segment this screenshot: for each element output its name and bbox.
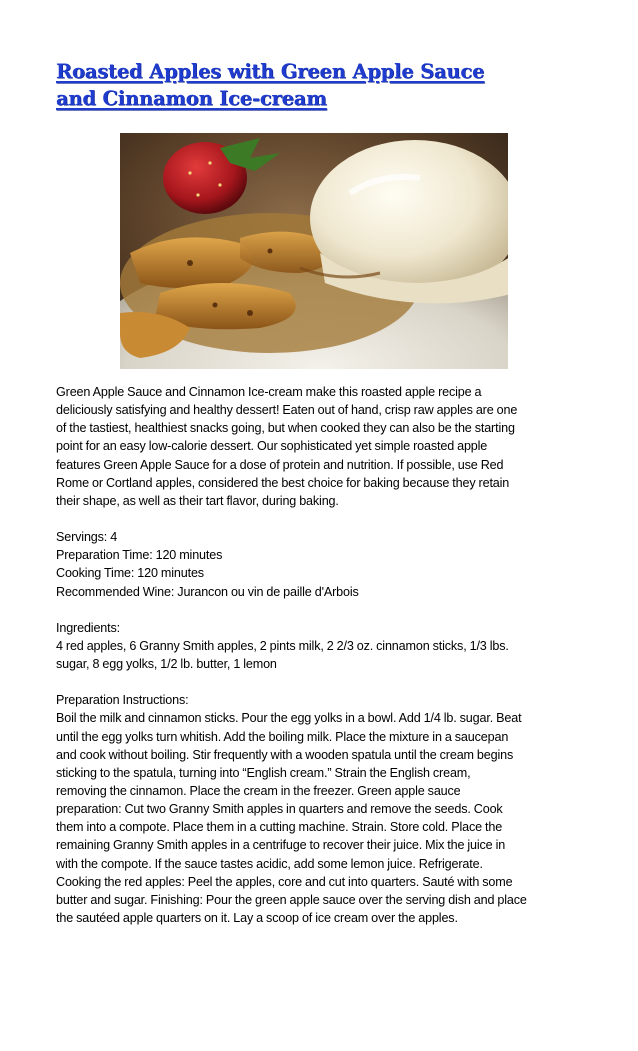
instructions-line: removing the cinnamon. Place the cream in the freezer. Green apple sauce [56, 783, 461, 798]
recipe-title [56, 58, 586, 112]
servings: Servings: 4 [56, 530, 118, 545]
recipe-title-line-1: Roasted Apples with Green Apple Sauce [56, 60, 485, 83]
instructions-line: the sautéed apple quarters on it. Lay a scoop of ice cream over the apples. [56, 911, 458, 926]
document-page [56, 58, 586, 926]
intro-line: deliciously satisfying and healthy dessert! Eaten out of hand, crisp raw apples are one [56, 403, 518, 418]
instructions-line: Boil the milk and cinnamon sticks. Pour the egg yolks in a bowl. Add 1/4 lb. sugar. Beat [56, 711, 522, 726]
recipe-title-line-2: and Cinnamon Ice-cream [56, 87, 327, 110]
recipe-body [56, 383, 586, 945]
intro-line: Green Apple Sauce and Cinnamon Ice-cream make this roasted apple recipe a [56, 385, 482, 399]
instructions-paragraph [56, 691, 586, 927]
recipe-photo [120, 133, 508, 369]
instructions-line: sticking to the spatula, turning into “English cream.” Strain the English cream, [56, 765, 471, 780]
preparation-time: Preparation Time: 120 minutes [56, 548, 223, 563]
intro-line: Rome or Cortland apples, considered the best choice for baking because they retain [56, 475, 510, 490]
intro-line: features Green Apple Sauce for a dose of protein and nutrition. If possible, use Red [56, 457, 504, 472]
instructions-line: and cook without boiling. Stir frequently with a wooden spatula until the cream begins [56, 747, 514, 762]
ingredients-paragraph [56, 619, 586, 673]
instructions-heading: Preparation Instructions: [56, 693, 189, 708]
intro-line: their shape, as well as their tart flavor, during baking. [56, 493, 339, 508]
instructions-line: remaining Granny Smith apples in a centrifuge to recover their juice. Mix the juice in [56, 838, 506, 853]
instructions-line: Cooking the red apples: Peel the apples, core and cut into quarters. Sauté with some [56, 874, 513, 889]
intro-line: of the tastiest, healthiest snacks going, but when cooked they can also be the starting [56, 421, 515, 436]
instructions-line: until the egg yolks turn whitish. Add the boiling milk. Place the mixture in a saucepan [56, 729, 509, 744]
ingredients-line: sugar, 8 egg yolks, 1/2 lb. butter, 1 lemon [56, 657, 277, 672]
instructions-line: preparation: Cut two Granny Smith apples in quarters and remove the seeds. Cook [56, 802, 503, 817]
intro-paragraph [56, 383, 586, 510]
cooking-time: Cooking Time: 120 minutes [56, 566, 204, 581]
ingredients-heading: Ingredients: [56, 620, 121, 635]
instructions-line: them into a compote. Place them in a cutting machine. Strain. Store cold. Place the [56, 820, 503, 835]
ingredients-line: 4 red apples, 6 Granny Smith apples, 2 pints milk, 2 2/3 oz. cinnamon sticks, 1/3 lbs. [56, 638, 509, 653]
intro-line: point for an easy low-calorie dessert. Our sophisticated yet simple roasted apple [56, 439, 488, 454]
details-paragraph [56, 528, 586, 601]
instructions-line: with the compote. If the sauce tastes acidic, add some lemon juice. Refrigerate. [56, 856, 483, 871]
instructions-line: butter and sugar. Finishing: Pour the green apple sauce over the serving dish and place [56, 892, 527, 907]
recipe-photo-illustration [120, 133, 508, 369]
recommended-wine: Recommended Wine: Jurancon ou vin de paille d'Arbois [56, 584, 359, 599]
